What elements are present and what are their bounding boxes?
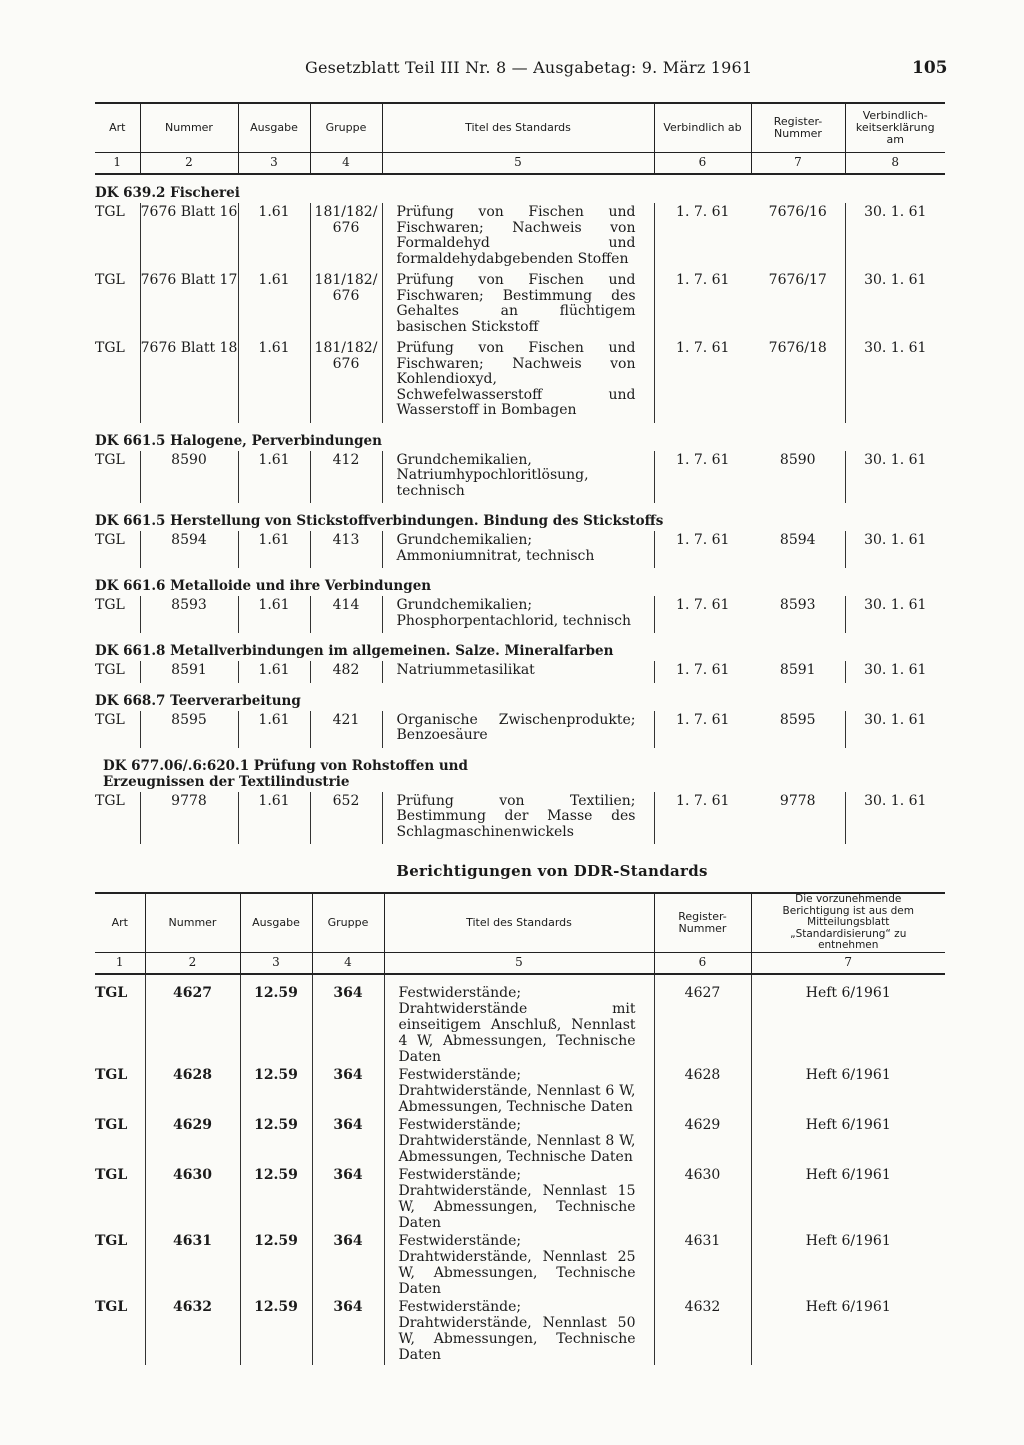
cell-nummer: 8594	[140, 531, 238, 568]
cell-register-nummer: 4629	[654, 1117, 751, 1167]
cell-verbindlich-am: 30. 1. 61	[845, 711, 945, 748]
cell-verbindlich-ab: 1. 7. 61	[654, 711, 751, 748]
cell-nummer: 8593	[140, 596, 238, 633]
table-row	[95, 1299, 945, 1365]
cell-gruppe: 364	[312, 1299, 384, 1365]
cell-ausgabe: 12.59	[240, 974, 312, 1067]
cell-art: TGL	[95, 1116, 128, 1133]
cell-verbindlich-ab: 1. 7. 61	[654, 451, 751, 504]
table-row	[95, 1167, 945, 1233]
cell-gruppe: 181/182/ 676	[310, 339, 382, 423]
cell-art: TGL	[95, 1232, 128, 1249]
col-header-verbindlich-ab: Verbindlich ab	[654, 103, 751, 153]
cell-register-nummer: 4630	[654, 1167, 751, 1233]
col-header-ausgabe: Ausgabe	[240, 893, 312, 952]
cell-register-nummer: 9778	[779, 792, 816, 809]
cell-register-nummer: 4627	[654, 974, 751, 1067]
cell-titel: Festwiderstände; Drahtwiderstände, Nennlast 25 W, Abmessungen, Technische Daten	[384, 1233, 654, 1299]
col-header-gruppe: Gruppe	[310, 103, 382, 153]
standards-table	[95, 102, 945, 844]
section-heading: DK 677.06/.6:620.1 Prüfung von Rohstoffen und Erzeugnissen der Textilindustrie	[103, 757, 468, 790]
col-number: 3	[240, 952, 312, 974]
col-number: 4	[312, 952, 384, 974]
cell-ausgabe: 1.61	[238, 531, 310, 568]
table-row	[95, 1067, 945, 1117]
cell-art: TGL	[95, 597, 125, 613]
col-header-art: Art	[95, 893, 145, 952]
cell-art: TGL	[95, 451, 125, 468]
cell-gruppe: 364	[312, 1067, 384, 1117]
section-heading: DK 639.2 Fischerei	[95, 185, 240, 201]
cell-art: TGL	[95, 662, 125, 678]
col-header-nummer: Nummer	[140, 103, 238, 153]
col-number: 2	[145, 952, 240, 974]
cell-gruppe: 652	[310, 792, 382, 845]
cell-ausgabe: 1.61	[238, 711, 310, 748]
cell-register-nummer: 7676/18	[768, 340, 827, 356]
cell-gruppe: 364	[312, 1167, 384, 1233]
cell-verbindlich-am: 30. 1. 61	[845, 792, 945, 845]
cell-nummer: 7676 Blatt 17	[140, 271, 238, 339]
cell-titel: Festwiderstände; Drahtwiderstände, Nennlast 6 W, Abmessungen, Technische Daten	[384, 1067, 654, 1117]
cell-ausgabe: 1.61	[238, 792, 310, 845]
cell-ausgabe: 1.61	[238, 271, 310, 339]
cell-ausgabe: 1.61	[238, 339, 310, 423]
col-number: 7	[751, 952, 945, 974]
page-number: 105	[912, 58, 948, 78]
cell-register-nummer: 7676/17	[768, 272, 827, 288]
cell-verbindlich-ab: 1. 7. 61	[654, 531, 751, 568]
col-header-titel: Titel des Standards	[384, 893, 654, 952]
table-row	[95, 1117, 945, 1167]
cell-titel: Prüfung von Fischen und Fischwaren; Nachweis von Kohlendioxyd, Schwefelwasserstoff und Wasserstoff in Bombagen	[382, 339, 654, 423]
table-row	[95, 451, 945, 504]
cell-titel: Grundchemikalien; Ammoniumnitrat, technisch	[382, 531, 654, 568]
cell-verbindlich-am: 30. 1. 61	[845, 531, 945, 568]
cell-art: TGL	[95, 1298, 128, 1315]
table-row	[95, 1233, 945, 1299]
cell-register-nummer: 8591	[779, 662, 816, 678]
cell-heft: Heft 6/1961	[751, 1299, 945, 1365]
cell-register-nummer: 8595	[779, 711, 816, 728]
cell-nummer: 4630	[145, 1167, 240, 1233]
cell-verbindlich-ab: 1. 7. 61	[654, 203, 751, 271]
table-row	[95, 596, 945, 633]
cell-art: TGL	[95, 340, 125, 356]
cell-verbindlich-am: 30. 1. 61	[845, 339, 945, 423]
col-number: 8	[845, 153, 945, 175]
col-header-register-nummer: Register-Nummer	[654, 893, 751, 952]
cell-verbindlich-ab: 1. 7. 61	[654, 271, 751, 339]
section-heading: DK 661.5 Herstellung von Stickstoffverbindungen. Bindung des Stickstoffs	[95, 513, 664, 529]
cell-gruppe: 364	[312, 974, 384, 1067]
cell-gruppe: 181/182/ 676	[310, 271, 382, 339]
cell-gruppe: 414	[310, 596, 382, 633]
cell-titel: Festwiderstände; Drahtwiderstände, Nennlast 50 W, Abmessungen, Technische Daten	[384, 1299, 654, 1365]
corrections-title: Berichtigungen von DDR-Standards	[396, 862, 708, 880]
col-header-berichtigung: Die vorzunehmende Berichtigung ist aus dem Mitteilungsblatt „Standardisierung“ zu entnehmen	[751, 893, 945, 952]
col-header-titel: Titel des Standards	[382, 103, 654, 153]
col-header-register-nummer: Register-Nummer	[751, 103, 845, 153]
cell-verbindlich-ab: 1. 7. 61	[654, 661, 751, 683]
corrections-table	[95, 892, 945, 1365]
cell-verbindlich-ab: 1. 7. 61	[654, 339, 751, 423]
cell-titel: Festwiderstände; Drahtwiderstände, Nennlast 8 W, Abmessungen, Technische Daten	[384, 1117, 654, 1167]
cell-register-nummer: 8593	[779, 597, 816, 613]
cell-titel: Festwiderstände; Drahtwiderstände, Nennlast 15 W, Abmessungen, Technische Daten	[384, 1167, 654, 1233]
cell-nummer: 7676 Blatt 18	[140, 339, 238, 423]
col-number: 5	[382, 153, 654, 175]
cell-titel: Grundchemikalien, Natriumhypochloritlösung, technisch	[382, 451, 654, 504]
cell-gruppe: 421	[310, 711, 382, 748]
col-number: 6	[654, 153, 751, 175]
cell-titel: Festwiderstände; Drahtwiderstände mit einseitigem Anschluß, Nennlast 4 W, Abmessungen, Technische Daten	[384, 974, 654, 1067]
table-row	[95, 661, 945, 683]
col-number: 3	[238, 153, 310, 175]
cell-titel: Grundchemikalien; Phosphorpentachlorid, technisch	[382, 596, 654, 633]
cell-titel: Prüfung von Fischen und Fischwaren; Bestimmung des Gehaltes an flüchtigem basischen Stickstoff	[382, 271, 654, 339]
table-row	[95, 974, 945, 1067]
cell-art: TGL	[95, 532, 125, 548]
col-header-art: Art	[95, 103, 140, 153]
cell-gruppe: 482	[310, 661, 382, 683]
cell-titel: Prüfung von Fischen und Fischwaren; Nachweis von Formaldehyd und formaldehydabgebenden Stoffen	[382, 203, 654, 271]
cell-nummer: 9778	[140, 792, 238, 845]
cell-art: TGL	[95, 272, 125, 288]
cell-ausgabe: 12.59	[240, 1167, 312, 1233]
col-header-verbindlichkeitserklaerung: Verbindlich-keitserklärung am	[845, 103, 945, 153]
cell-nummer: 4628	[145, 1067, 240, 1117]
cell-ausgabe: 12.59	[240, 1067, 312, 1117]
cell-gruppe: 364	[312, 1233, 384, 1299]
page-header	[0, 58, 1024, 82]
cell-titel: Prüfung von Textilien; Bestimmung der Masse des Schlagmaschinenwickels	[382, 792, 654, 845]
cell-art: TGL	[95, 204, 125, 220]
cell-art: TGL	[95, 984, 128, 1001]
col-number: 1	[95, 153, 140, 175]
cell-ausgabe: 1.61	[238, 203, 310, 271]
cell-register-nummer: 4632	[654, 1299, 751, 1365]
cell-art: TGL	[95, 792, 125, 809]
col-number: 2	[140, 153, 238, 175]
cell-nummer: 7676 Blatt 16	[140, 203, 238, 271]
cell-nummer: 4632	[145, 1299, 240, 1365]
cell-verbindlich-am: 30. 1. 61	[845, 203, 945, 271]
col-header-ausgabe: Ausgabe	[238, 103, 310, 153]
cell-gruppe: 413	[310, 531, 382, 568]
cell-gruppe: 181/182/ 676	[310, 203, 382, 271]
section-heading: DK 661.6 Metalloide und ihre Verbindungen	[95, 578, 432, 594]
cell-ausgabe: 1.61	[238, 451, 310, 504]
cell-art: TGL	[95, 1166, 128, 1183]
table-row	[95, 711, 945, 748]
cell-nummer: 4627	[145, 974, 240, 1067]
cell-heft: Heft 6/1961	[751, 1117, 945, 1167]
cell-titel: Organische Zwischenprodukte; Benzoesäure	[382, 711, 654, 748]
cell-ausgabe: 12.59	[240, 1117, 312, 1167]
col-number: 7	[751, 153, 845, 175]
page-title: Gesetzblatt Teil III Nr. 8 — Ausgabetag: 9. März 1961	[305, 58, 753, 77]
col-number: 4	[310, 153, 382, 175]
cell-nummer: 4631	[145, 1233, 240, 1299]
col-number: 1	[95, 952, 145, 974]
cell-heft: Heft 6/1961	[751, 1067, 945, 1117]
section-heading: DK 661.8 Metallverbindungen im allgemeinen. Salze. Mineralfarben	[95, 643, 614, 659]
cell-art: TGL	[95, 711, 125, 728]
cell-nummer: 4629	[145, 1117, 240, 1167]
cell-verbindlich-am: 30. 1. 61	[845, 271, 945, 339]
cell-ausgabe: 12.59	[240, 1299, 312, 1365]
cell-register-nummer: 8594	[779, 532, 816, 548]
cell-titel: Natriummetasilikat	[382, 661, 654, 683]
cell-verbindlich-ab: 1. 7. 61	[654, 792, 751, 845]
cell-heft: Heft 6/1961	[751, 1167, 945, 1233]
cell-ausgabe: 1.61	[238, 661, 310, 683]
section-heading: DK 661.5 Halogene, Perverbindungen	[95, 432, 382, 449]
cell-ausgabe: 1.61	[238, 596, 310, 633]
col-header-gruppe: Gruppe	[312, 893, 384, 952]
cell-ausgabe: 12.59	[240, 1233, 312, 1299]
cell-nummer: 8595	[140, 711, 238, 748]
col-number: 5	[384, 952, 654, 974]
table-row	[95, 271, 945, 339]
cell-verbindlich-am: 30. 1. 61	[845, 596, 945, 633]
cell-heft: Heft 6/1961	[751, 974, 945, 1067]
col-header-nummer: Nummer	[145, 893, 240, 952]
cell-register-nummer: 4628	[654, 1067, 751, 1117]
cell-heft: Heft 6/1961	[751, 1233, 945, 1299]
cell-register-nummer: 4631	[654, 1233, 751, 1299]
cell-gruppe: 364	[312, 1117, 384, 1167]
table-row	[95, 339, 945, 423]
table-row	[95, 792, 945, 845]
cell-verbindlich-ab: 1. 7. 61	[654, 596, 751, 633]
section-heading: DK 668.7 Teerverarbeitung	[95, 692, 301, 709]
cell-verbindlich-am: 30. 1. 61	[845, 451, 945, 504]
cell-register-nummer: 8590	[779, 451, 816, 468]
table-row	[95, 203, 945, 271]
cell-register-nummer: 7676/16	[768, 204, 827, 220]
table-row	[95, 531, 945, 568]
cell-nummer: 8591	[140, 661, 238, 683]
col-number: 6	[654, 952, 751, 974]
cell-gruppe: 412	[310, 451, 382, 504]
cell-art: TGL	[95, 1066, 128, 1083]
cell-verbindlich-am: 30. 1. 61	[845, 661, 945, 683]
cell-nummer: 8590	[140, 451, 238, 504]
